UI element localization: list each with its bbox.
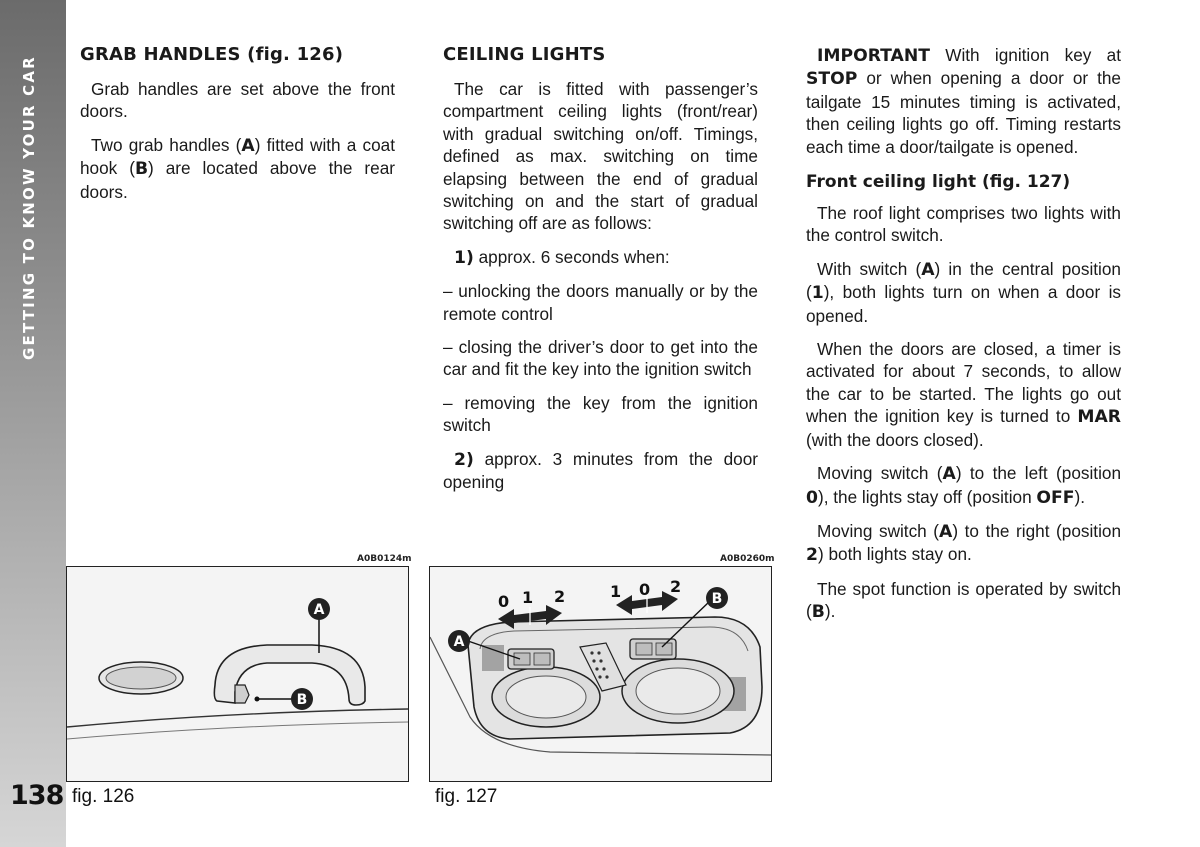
left-switch-pos-1: 1 (522, 588, 534, 607)
ceiling-light-drawing (430, 567, 771, 781)
important-note: IMPORTANT With ignition key at STOP or when opening a door or the tailgate 15 minutes timing is activated, then ceiling lights go off. Timing restarts each time a door/tailgate is opened. (806, 45, 1121, 157)
grab-handles-column (80, 44, 395, 214)
timing-condition-1: – unlocking the doors manually or by the remote control (443, 281, 758, 324)
front-light-paragraph-3: When the doors are closed, a timer is activated for about 7 seconds, to allow the car to be started. The lights go out when the ignition key is turned to MAR (with the doors closed). (806, 339, 1121, 450)
grab-handles-paragraph-1: Grab handles are set above the front doors. (80, 79, 395, 122)
timing-item-1: 1) approx. 6 seconds when: (454, 246, 670, 268)
ceiling-lights-heading: CEILING LIGHTS (443, 44, 606, 65)
right-switch-pos-2: 2 (670, 577, 682, 596)
front-ceiling-light-column (806, 44, 1121, 635)
left-switch-pos-2: 2 (554, 587, 566, 606)
fig126-callout-b: B (296, 692, 308, 708)
fig127-illustration (429, 566, 772, 782)
timing-condition-3: – removing the key from the ignition switch (443, 392, 758, 436)
fig127-callout-b: B (711, 591, 723, 607)
front-light-paragraph-4: Moving switch (A) to the left (position 0), the lights stay off (position OFF). (806, 463, 1122, 508)
grab-handles-heading: GRAB HANDLES (fig. 126) (80, 44, 344, 65)
ceiling-lights-intro: The car is fitted with passenger’s compartment ceiling lights (front/rear) with gradual switching on/off. Timings, defined as max. switching on time elapsing between the end of gradual switching on and the start of gradual switching off are as follows: (443, 79, 758, 234)
front-light-paragraph-6: The spot function is operated by switch (B). (806, 578, 1121, 623)
front-light-paragraph-5: Moving switch (A) to the right (position 2) both lights stay on. (806, 520, 1122, 566)
grab-handles-paragraph-2: Two grab handles (A) fitted with a coat hook (B) are located above the rear doors. (80, 134, 395, 202)
front-ceiling-light-heading: Front ceiling light (fig. 127) (806, 172, 1071, 193)
front-light-paragraph-2: With switch (A) in the central position (1), both lights turn on when a door is opened. (806, 258, 1121, 326)
timing-item-2: 2) approx. 3 minutes from the door opening (443, 448, 758, 493)
right-switch-pos-0: 0 (639, 580, 651, 599)
fig126-caption: fig. 126 (72, 786, 135, 807)
ceiling-lights-column (443, 44, 758, 505)
timing-condition-2: – closing the driver’s door to get into the car and fit the key into the ignition switch (443, 337, 758, 380)
fig126-code: A0B0124m (357, 554, 412, 564)
front-light-paragraph-1: The roof light comprises two lights with the control switch. (806, 203, 1121, 246)
page-number: 138 (10, 780, 64, 811)
fig126-illustration (66, 566, 409, 782)
right-switch-pos-1: 1 (610, 582, 622, 601)
section-title: GETTING TO KNOW YOUR CAR (20, 55, 38, 360)
left-switch-pos-0: 0 (498, 592, 510, 611)
fig127-code: A0B0260m (720, 554, 775, 564)
fig126-callout-a: A (313, 602, 325, 618)
grab-handle-drawing (67, 567, 408, 781)
fig127-caption: fig. 127 (435, 786, 498, 807)
fig127-callout-a: A (453, 634, 465, 650)
